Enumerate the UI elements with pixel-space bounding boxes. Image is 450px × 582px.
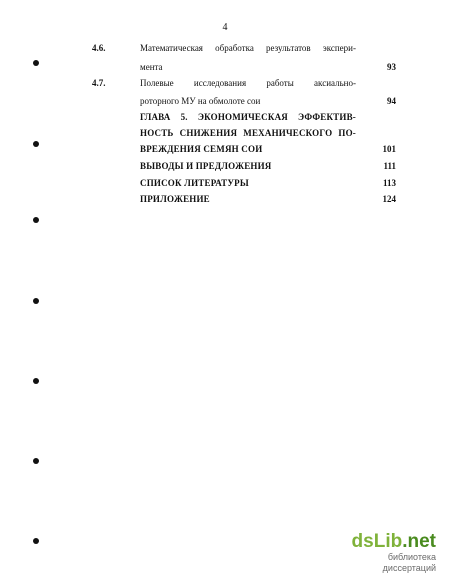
margin-bullet xyxy=(33,538,39,544)
toc-entry-text-cont: роторного МУ на обмолоте сои xyxy=(140,96,261,106)
chapter-5-page: 101 xyxy=(382,144,396,154)
margin-bullet xyxy=(33,141,39,147)
margin-bullet xyxy=(33,378,39,384)
toc-entry-text-cont: мента xyxy=(140,62,163,72)
chapter-5-title-line3: ВРЕЖДЕНИЯ СЕМЯН СОИ xyxy=(140,144,263,154)
dslib-watermark xyxy=(336,532,436,574)
conclusions-page: 111 xyxy=(383,161,396,171)
page-number: 4 xyxy=(222,22,228,33)
references-page: 113 xyxy=(382,178,396,188)
references-label: СПИСОК ЛИТЕРАТУРЫ xyxy=(140,178,249,188)
toc-entry-text: Полевые исследования работы аксиально- xyxy=(140,78,356,88)
logo-domain-text: .net xyxy=(402,531,436,552)
chapter-5-title-line2: НОСТЬ СНИЖЕНИЯ МЕХАНИЧЕСКОГО ПО- xyxy=(140,128,356,138)
margin-bullet xyxy=(33,217,39,223)
dslib-logo xyxy=(336,532,436,552)
toc-entry-number: 4.6. xyxy=(92,43,106,53)
toc-entry-number: 4.7. xyxy=(92,78,106,88)
watermark-subtitle: библиотека диссертаций xyxy=(382,552,436,573)
margin-bullet xyxy=(33,458,39,464)
toc-entry-text: Математическая обработка результатов экспери- xyxy=(140,43,356,53)
margin-bullet xyxy=(33,298,39,304)
toc-entry-page: 93 xyxy=(387,62,396,72)
toc-entry-page: 94 xyxy=(387,96,396,106)
logo-main-text: dsLib xyxy=(351,531,403,552)
appendix-label: ПРИЛОЖЕНИЕ xyxy=(140,194,210,204)
appendix-page: 124 xyxy=(382,194,396,204)
chapter-5-title-line1: ГЛАВА 5. ЭКОНОМИЧЕСКАЯ ЭФФЕКТИВ- xyxy=(140,112,356,122)
margin-bullet xyxy=(33,60,39,66)
conclusions-label: ВЫВОДЫ И ПРЕДЛОЖЕНИЯ xyxy=(140,161,272,171)
